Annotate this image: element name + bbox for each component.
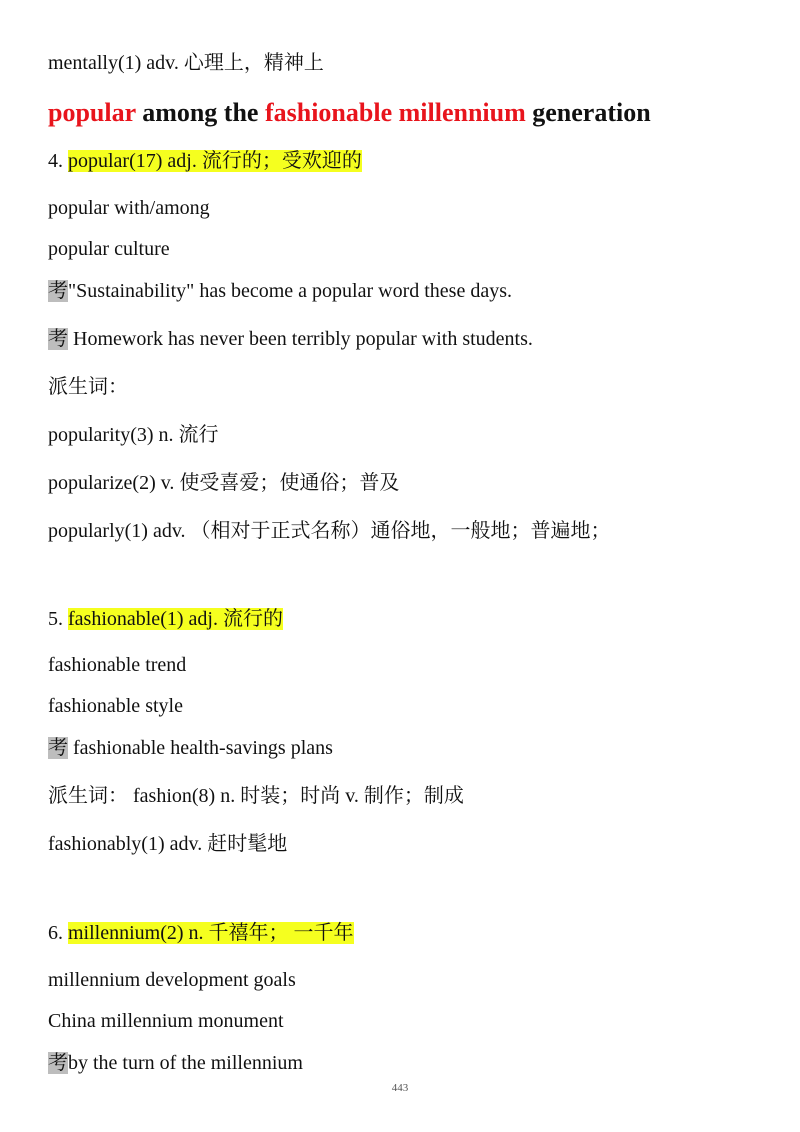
exam-marker: 考 xyxy=(48,328,68,350)
derived-words-label: 派生词： xyxy=(48,376,128,398)
exam-marker: 考 xyxy=(48,1052,68,1074)
example-sentence xyxy=(48,1050,303,1076)
headline-word-popular: popular xyxy=(48,98,136,127)
phrase-popular-with-among: popular with/among xyxy=(48,197,210,219)
section-popular-heading xyxy=(48,148,362,174)
example-sentence xyxy=(48,735,333,761)
phrase-fashionable-trend: fashionable trend xyxy=(48,654,187,676)
page-number: 443 xyxy=(391,1082,409,1094)
derived-popularity: popularity(3) n. 流行 xyxy=(48,424,219,446)
section-number: 6. xyxy=(48,922,68,944)
exam-marker: 考 xyxy=(48,280,68,302)
phrase-china-millennium-monument: China millennium monument xyxy=(48,1010,284,1032)
headline-among-the: among the xyxy=(135,98,265,127)
example-sentence xyxy=(48,278,512,304)
phrase-fashionable-style: fashionable style xyxy=(48,695,183,717)
mentally-line: mentally(1) adv. 心理上，精神上 xyxy=(48,52,324,74)
derived-popularly: popularly(1) adv. （相对于正式名称）通俗地，一般地；普遍地； xyxy=(48,520,611,542)
section-number: 5. xyxy=(48,608,68,630)
headline xyxy=(48,96,651,130)
derived-popularize: popularize(2) v. 使受喜爱；使通俗；普及 xyxy=(48,472,400,494)
section-millennium-heading xyxy=(48,920,354,946)
section-number: 4. xyxy=(48,150,68,172)
example-text: Homework has never been terribly popular with students. xyxy=(68,328,533,350)
exam-marker: 考 xyxy=(48,737,68,759)
headline-generation: generation xyxy=(525,98,651,127)
example-text: "Sustainability" has become a popular word these days. xyxy=(68,280,513,302)
highlighted-entry: millennium(2) n. 千禧年； 一千年 xyxy=(68,922,354,944)
derived-fashion: 派生词： fashion(8) n. 时装；时尚 v. 制作；制成 xyxy=(48,785,464,807)
highlighted-entry: popular(17) adj. 流行的；受欢迎的 xyxy=(68,150,362,172)
headline-fashionable-millennium: fashionable millennium xyxy=(264,98,526,127)
highlighted-entry: fashionable(1) adj. 流行的 xyxy=(68,608,283,630)
example-text: fashionable health-savings plans xyxy=(68,737,333,759)
section-fashionable-heading xyxy=(48,606,283,632)
phrase-popular-culture: popular culture xyxy=(48,238,170,260)
example-sentence xyxy=(48,326,533,352)
phrase-millennium-goals: millennium development goals xyxy=(48,969,296,991)
derived-fashionably: fashionably(1) adv. 赶时髦地 xyxy=(48,833,288,855)
example-text: by the turn of the millennium xyxy=(68,1052,303,1074)
